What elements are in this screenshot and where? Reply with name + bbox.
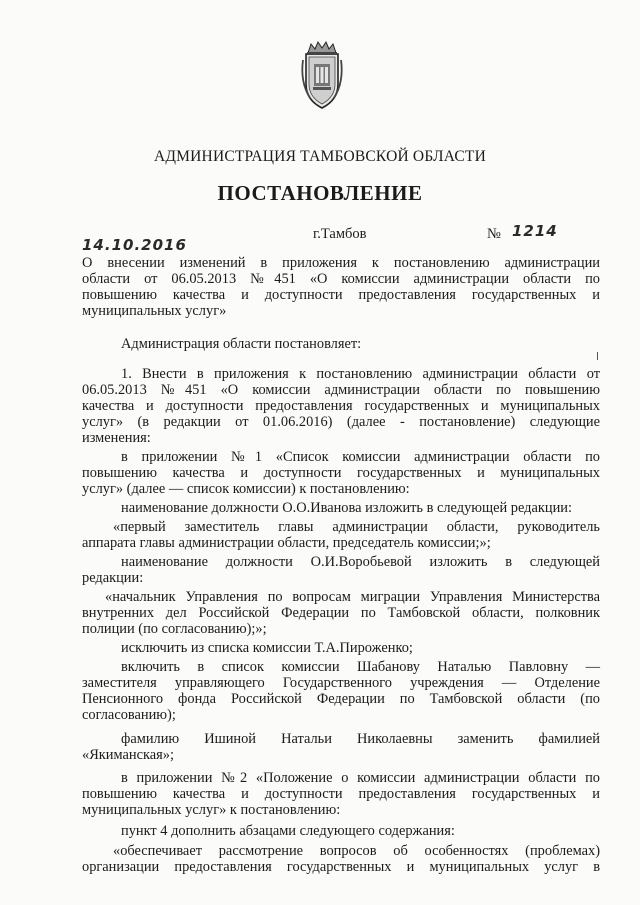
- body-line: услуг» (далее — список комиссии) к постановлению:: [82, 481, 410, 497]
- body-line: пункт 4 дополнить абзацами следующего содержания:: [121, 823, 455, 839]
- body-line: «обеспечивает рассмотрение вопросов об особенностях (проблемах): [113, 843, 600, 859]
- body-line: в приложении №2 «Положение о комиссии администрации области по: [121, 770, 600, 786]
- body-line: «начальник Управления по вопросам миграции Управления Министерства: [105, 589, 600, 605]
- body-line: фамилию Ишиной Натальи Николаевны заменить фамилией: [121, 731, 600, 747]
- number-label: №: [487, 226, 501, 242]
- body-line: согласованию);: [82, 707, 176, 723]
- margin-mark: [597, 352, 598, 360]
- coat-of-arms-emblem: [298, 40, 346, 112]
- subject-line: О внесении изменений в приложения к постановлению администрации: [82, 255, 600, 271]
- body-line: муниципальных услуг» к постановлению:: [82, 802, 341, 818]
- body-line: 06.05.2013 №451 «О комиссии администрации области по повышению: [82, 382, 600, 398]
- body-line: включить в список комиссии Шабанову Наталью Павловну —: [121, 659, 600, 675]
- city-name: г.Тамбов: [313, 226, 367, 242]
- body-line: повышению качества и доступности предоставления государственных и: [82, 786, 600, 802]
- body-line: 1. Внести в приложения к постановлению администрации области от: [121, 366, 600, 382]
- document-type-title: ПОСТАНОВЛЕНИЕ: [217, 181, 423, 205]
- subject-line: муниципальных услуг»: [82, 303, 227, 319]
- body-line: «Якиманская»;: [82, 747, 174, 763]
- body-line: организации предоставления государственных и муниципальных услуг в: [82, 859, 600, 875]
- subject-line: повышению качества и доступности предоставления государственных и: [82, 287, 600, 303]
- document-date: 14.10.2016: [82, 236, 187, 254]
- body-line: в приложении №1 «Список комиссии администрации области по: [121, 449, 600, 465]
- body-line: аппарата главы администрации области, председатель комиссии;»;: [82, 535, 491, 551]
- body-line: внутренних дел Российской Федерации по Тамбовской области, полковник: [82, 605, 600, 621]
- body-line: Пенсионного фонда Российской Федерации по Тамбовской области (по: [82, 691, 600, 707]
- body-line: качества и доступности предоставления государственных и муниципальных: [82, 398, 600, 414]
- body-line: повышению качества и доступности государственных и муниципальных: [82, 465, 600, 481]
- subject-line: области от 06.05.2013 №451 «О комиссии администрации области по: [82, 271, 600, 287]
- body-line: полиции (по согласованию);»;: [82, 621, 267, 637]
- body-line: «первый заместитель главы администрации области, руководитель: [113, 519, 600, 535]
- body-line: заместителя управляющего Государственного учреждения — Отделение: [82, 675, 600, 691]
- preamble: Администрация области постановляет:: [121, 336, 362, 352]
- document-number: 1214: [512, 222, 558, 240]
- body-line: наименование должности О.О.Иванова изложить в следующей редакции:: [121, 500, 572, 516]
- body-line: изменения:: [82, 430, 151, 446]
- body-line: наименование должности О.И.Воробьевой изложить в следующей: [121, 554, 600, 570]
- body-line: редакции:: [82, 570, 144, 586]
- body-line: услуг» (в редакции от 01.06.2016) (далее - постановление) следующие: [82, 414, 600, 430]
- organization-name: АДМИНИСТРАЦИЯ ТАМБОВСКОЙ ОБЛАСТИ: [154, 148, 486, 165]
- body-line: исключить из списка комиссии Т.А.Пироженко;: [121, 640, 413, 656]
